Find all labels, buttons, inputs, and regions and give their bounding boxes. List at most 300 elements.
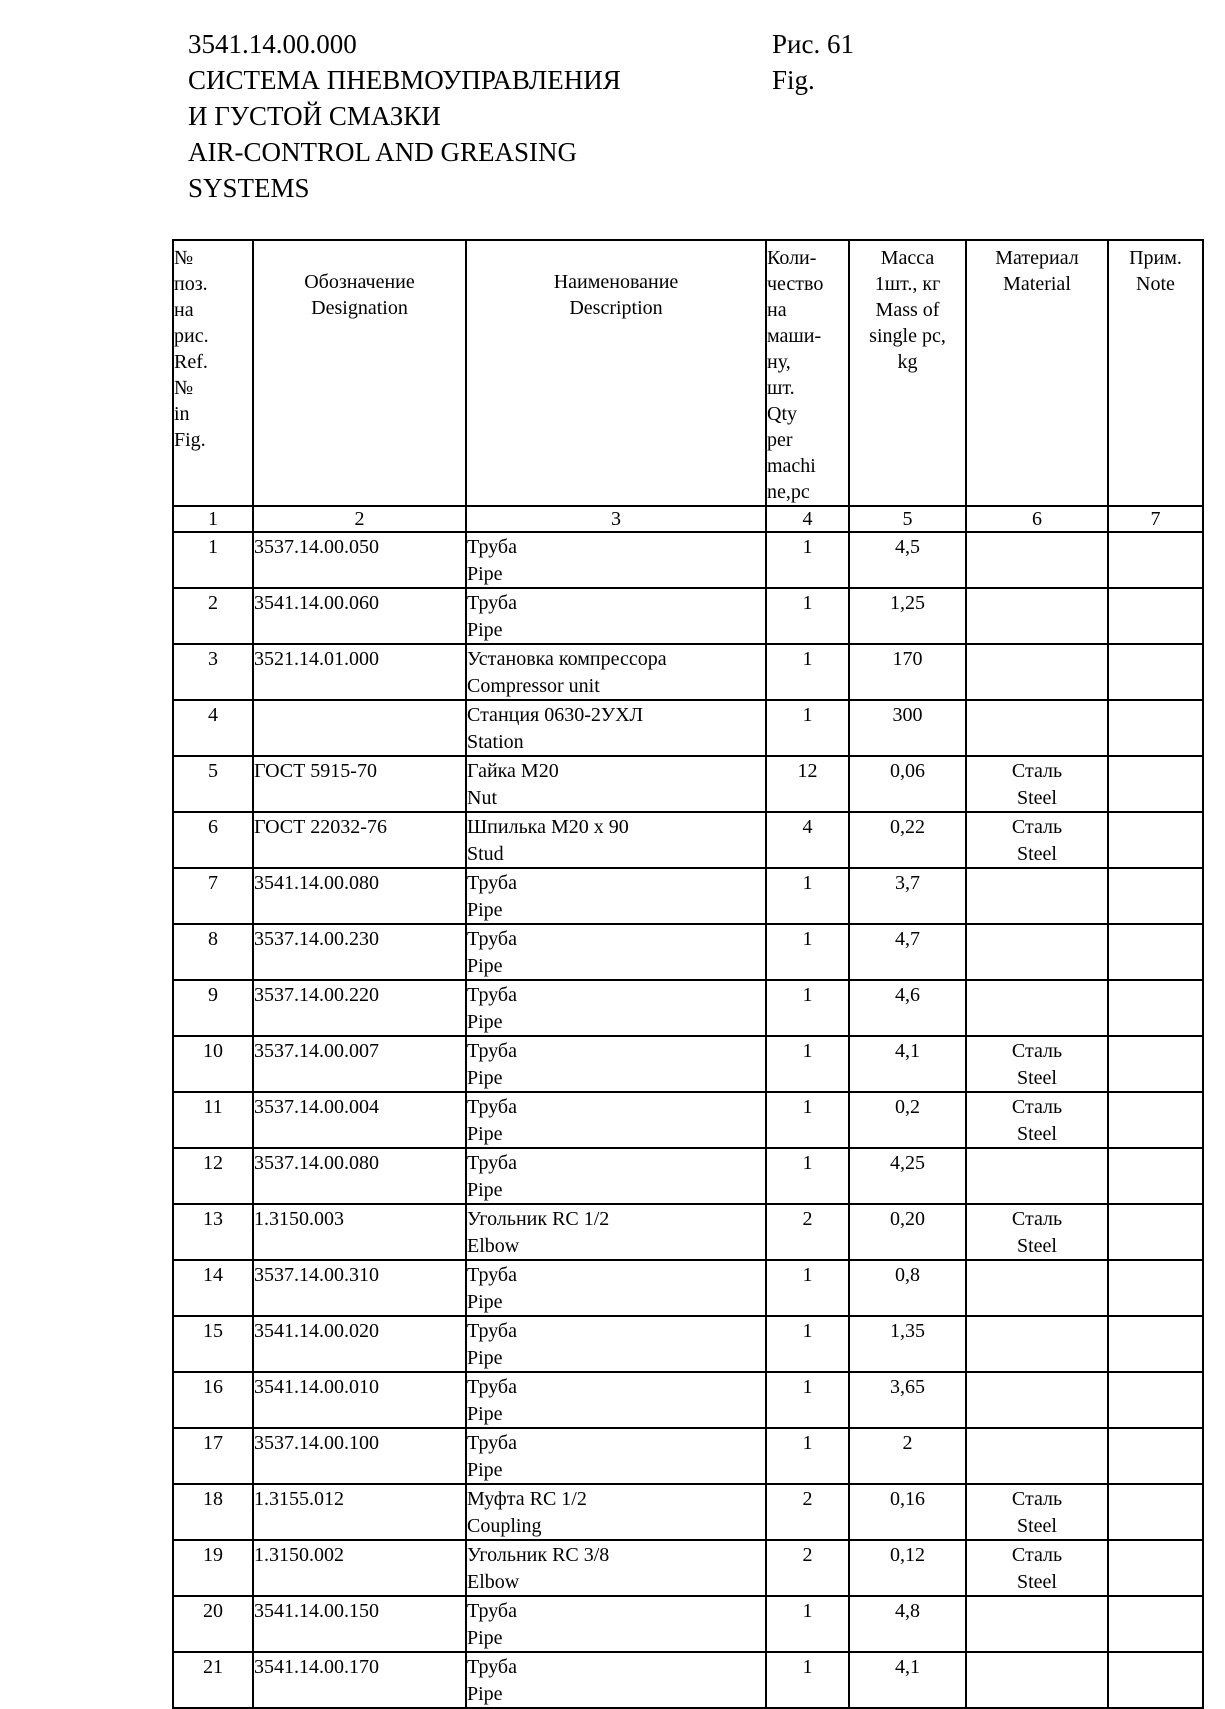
mass-cell-text: 2 — [902, 1432, 913, 1454]
column-header-1 — [173, 240, 253, 506]
designation-cell-text: 3537.14.00.080 — [254, 1152, 379, 1174]
mass-cell-text: 3,65 — [890, 1376, 925, 1398]
description-cell — [466, 1652, 766, 1708]
material-cell-text: Steel — [1017, 787, 1057, 809]
material-cell — [966, 924, 1108, 980]
qty-cell — [766, 756, 849, 812]
description-cell-text: Elbow — [467, 1235, 520, 1257]
ref-cell — [173, 588, 253, 644]
designation-cell-text: 3541.14.00.020 — [254, 1320, 379, 1342]
material-cell-text: Сталь — [1011, 1096, 1063, 1118]
ref-cell-text: 13 — [203, 1208, 223, 1230]
designation-cell-text: 3537.14.00.230 — [254, 928, 379, 950]
table-header-row — [173, 240, 1203, 506]
description-cell-text: Угольник RC 1/2 — [467, 1208, 610, 1230]
ref-cell-text: 4 — [208, 704, 218, 726]
column-header-text: Материал Material — [995, 247, 1079, 295]
qty-cell — [766, 924, 849, 980]
table-row — [173, 1596, 1203, 1652]
table-row — [173, 756, 1203, 812]
ref-cell-text: 8 — [208, 928, 218, 950]
qty-cell-text: 1 — [802, 928, 813, 950]
material-cell — [966, 1540, 1108, 1596]
mass-cell-text: 1,25 — [890, 592, 925, 614]
mass-cell — [849, 532, 966, 588]
ref-cell — [173, 700, 253, 756]
description-cell — [466, 1204, 766, 1260]
description-cell-text: Труба — [467, 1600, 517, 1622]
mass-cell-text: 4,7 — [895, 928, 920, 950]
mass-cell-text: 0,12 — [890, 1544, 925, 1566]
note-cell — [1108, 1036, 1203, 1092]
description-cell-text: Station — [467, 731, 524, 753]
material-cell-text: Сталь — [1011, 1488, 1063, 1510]
ref-cell — [173, 1316, 253, 1372]
note-cell — [1108, 924, 1203, 980]
description-cell — [466, 1372, 766, 1428]
note-cell-text — [1109, 1597, 1202, 1599]
qty-cell — [766, 1372, 849, 1428]
column-header-text: Наименование Description — [553, 271, 679, 319]
material-cell-text — [967, 927, 1107, 929]
material-cell — [966, 1428, 1108, 1484]
note-cell-text — [1109, 1037, 1202, 1039]
material-cell — [966, 644, 1108, 700]
note-cell — [1108, 1652, 1203, 1708]
ref-cell — [173, 1540, 253, 1596]
table-row — [173, 644, 1203, 700]
material-cell-text: Steel — [1017, 1067, 1057, 1089]
designation-cell — [253, 1372, 466, 1428]
mass-cell-text: 4,1 — [895, 1040, 920, 1062]
ref-cell — [173, 1428, 253, 1484]
note-cell-text — [1109, 869, 1202, 871]
material-cell-text — [967, 1263, 1107, 1265]
description-cell-text: Pipe — [467, 1403, 503, 1425]
table-row — [173, 588, 1203, 644]
table-row — [173, 1484, 1203, 1540]
description-cell-text: Труба — [467, 1152, 517, 1174]
designation-cell — [253, 1204, 466, 1260]
description-cell-text: Станция 0630-2УХЛ — [467, 704, 644, 726]
qty-cell-text: 1 — [802, 592, 813, 614]
designation-cell — [253, 868, 466, 924]
note-cell-text — [1109, 925, 1202, 927]
qty-cell-text: 1 — [802, 872, 813, 894]
material-cell — [966, 700, 1108, 756]
qty-cell-text: 1 — [802, 1600, 813, 1622]
qty-cell-text: 12 — [797, 760, 818, 782]
ref-cell-text: 20 — [203, 1600, 223, 1622]
qty-cell — [766, 700, 849, 756]
material-cell-text — [967, 591, 1107, 593]
table-row — [173, 532, 1203, 588]
material-cell — [966, 756, 1108, 812]
ref-cell — [173, 532, 253, 588]
ref-cell — [173, 1204, 253, 1260]
column-header-6 — [966, 240, 1108, 506]
column-number-cell: 4 — [766, 506, 849, 532]
material-cell — [966, 1148, 1108, 1204]
designation-cell-text: 3541.14.00.060 — [254, 592, 379, 614]
note-cell — [1108, 756, 1203, 812]
ref-cell — [173, 924, 253, 980]
ref-cell-text: 16 — [203, 1376, 223, 1398]
note-cell-text — [1109, 589, 1202, 591]
mass-cell — [849, 700, 966, 756]
mass-cell-text: 4,8 — [895, 1600, 920, 1622]
qty-cell-text: 1 — [802, 1656, 813, 1678]
column-header-text: Масса 1шт., кг Mass of single pc, kg — [869, 247, 946, 373]
material-cell — [966, 1260, 1108, 1316]
material-cell-text — [967, 1655, 1107, 1657]
mass-cell-text: 170 — [892, 648, 923, 670]
description-cell — [466, 1092, 766, 1148]
qty-cell-text: 1 — [802, 1320, 813, 1342]
note-cell — [1108, 644, 1203, 700]
note-cell — [1108, 812, 1203, 868]
description-cell — [466, 756, 766, 812]
table-row — [173, 980, 1203, 1036]
figure-label-en: Fig. — [772, 65, 815, 95]
material-cell-text — [967, 1375, 1107, 1377]
designation-cell-text: ГОСТ 22032-76 — [254, 816, 387, 838]
description-cell-text: Elbow — [467, 1571, 520, 1593]
designation-cell-text: 1.3155.012 — [254, 1488, 344, 1510]
qty-cell-text: 1 — [802, 648, 813, 670]
material-cell — [966, 868, 1108, 924]
qty-cell-text: 1 — [802, 984, 813, 1006]
qty-cell-text: 1 — [802, 1096, 813, 1118]
description-cell — [466, 924, 766, 980]
table-row — [173, 700, 1203, 756]
note-cell-text — [1109, 701, 1202, 703]
material-cell — [966, 1316, 1108, 1372]
table-row — [173, 1092, 1203, 1148]
qty-cell — [766, 588, 849, 644]
description-cell — [466, 1148, 766, 1204]
table-row — [173, 924, 1203, 980]
document-header — [188, 26, 621, 206]
qty-cell-text: 1 — [802, 536, 813, 558]
note-cell-text — [1109, 1149, 1202, 1151]
designation-cell — [253, 756, 466, 812]
material-cell-text — [967, 983, 1107, 985]
description-cell-text: Труба — [467, 536, 517, 558]
note-cell-text — [1109, 1653, 1202, 1655]
mass-cell — [849, 1316, 966, 1372]
ref-cell-text: 2 — [208, 592, 218, 614]
qty-cell-text: 1 — [802, 1432, 813, 1454]
material-cell-text: Сталь — [1011, 760, 1063, 782]
note-cell-text — [1109, 1317, 1202, 1319]
designation-cell — [253, 1092, 466, 1148]
description-cell-text: Pipe — [467, 563, 503, 585]
note-cell-text — [1109, 1093, 1202, 1095]
note-cell — [1108, 868, 1203, 924]
material-cell-text: Сталь — [1011, 1208, 1063, 1230]
ref-cell-text: 10 — [203, 1040, 223, 1062]
designation-cell-text: 3537.14.00.007 — [254, 1040, 379, 1062]
description-cell — [466, 1260, 766, 1316]
description-cell-text: Труба — [467, 592, 517, 614]
qty-cell — [766, 644, 849, 700]
designation-cell — [253, 1148, 466, 1204]
mass-cell — [849, 1260, 966, 1316]
description-cell-text: Угольник RC 3/8 — [467, 1544, 610, 1566]
designation-cell — [253, 1260, 466, 1316]
designation-cell-text: 1.3150.003 — [254, 1208, 344, 1230]
table-row — [173, 1428, 1203, 1484]
material-cell-text: Сталь — [1011, 1544, 1063, 1566]
note-cell-text — [1109, 1485, 1202, 1487]
qty-cell — [766, 1652, 849, 1708]
mass-cell-text: 4,6 — [895, 984, 920, 1006]
mass-cell — [849, 756, 966, 812]
qty-cell — [766, 532, 849, 588]
mass-cell-text: 4,25 — [890, 1152, 925, 1174]
mass-cell — [849, 980, 966, 1036]
material-cell — [966, 1596, 1108, 1652]
description-cell-text: Pipe — [467, 1627, 503, 1649]
mass-cell — [849, 1540, 966, 1596]
note-cell — [1108, 1596, 1203, 1652]
description-cell-text: Гайка М20 — [467, 760, 559, 782]
mass-cell-text: 0,8 — [895, 1264, 920, 1286]
mass-cell — [849, 1652, 966, 1708]
title-ru-line-2: И ГУСТОЙ СМАЗКИ — [188, 101, 441, 131]
description-cell-text: Шпилька М20 х 90 — [467, 816, 629, 838]
designation-cell-text: 3537.14.00.050 — [254, 536, 379, 558]
note-cell — [1108, 1316, 1203, 1372]
material-cell — [966, 1484, 1108, 1540]
designation-cell — [253, 1316, 466, 1372]
designation-cell — [253, 700, 466, 756]
table-row — [173, 1540, 1203, 1596]
qty-cell — [766, 868, 849, 924]
note-cell-text — [1109, 1261, 1202, 1263]
parts-table — [172, 239, 1204, 1709]
ref-cell — [173, 1484, 253, 1540]
ref-cell-text: 19 — [203, 1544, 223, 1566]
note-cell — [1108, 1092, 1203, 1148]
designation-cell-text: 3541.14.00.080 — [254, 872, 379, 894]
description-cell-text: Труба — [467, 928, 517, 950]
material-cell — [966, 532, 1108, 588]
designation-cell — [253, 1652, 466, 1708]
designation-cell — [253, 812, 466, 868]
description-cell-text: Муфта RC 1/2 — [467, 1488, 587, 1510]
note-cell-text — [1109, 1541, 1202, 1543]
material-cell — [966, 1372, 1108, 1428]
qty-cell — [766, 980, 849, 1036]
qty-cell — [766, 1540, 849, 1596]
document-code: 3541.14.00.000 — [188, 29, 357, 59]
qty-cell — [766, 1428, 849, 1484]
description-cell-text: Pipe — [467, 1123, 503, 1145]
designation-cell — [253, 588, 466, 644]
designation-cell — [253, 924, 466, 980]
table-row — [173, 1260, 1203, 1316]
mass-cell-text: 0,22 — [890, 816, 925, 838]
designation-cell-text — [254, 701, 465, 703]
material-cell-text — [967, 1151, 1107, 1153]
designation-cell-text: 3537.14.00.004 — [254, 1096, 379, 1118]
ref-cell-text: 21 — [203, 1656, 223, 1678]
material-cell — [966, 1092, 1108, 1148]
ref-cell — [173, 756, 253, 812]
material-cell-text — [967, 647, 1107, 649]
description-cell-text: Pipe — [467, 619, 503, 641]
ref-cell-text: 15 — [203, 1320, 223, 1342]
description-cell — [466, 532, 766, 588]
description-cell-text: Труба — [467, 984, 517, 1006]
qty-cell-text: 1 — [802, 704, 813, 726]
column-number-cell: 3 — [466, 506, 766, 532]
description-cell — [466, 1036, 766, 1092]
mass-cell — [849, 1092, 966, 1148]
column-header-text: Коли- чество на маши- ну, шт. Qty per machi ne,pc — [767, 247, 824, 503]
material-cell — [966, 812, 1108, 868]
mass-cell-text: 4,5 — [895, 536, 920, 558]
material-cell-text — [967, 703, 1107, 705]
mass-cell-text: 0,16 — [890, 1488, 925, 1510]
qty-cell-text: 4 — [802, 816, 813, 838]
ref-cell-text: 12 — [203, 1152, 223, 1174]
column-header-2 — [253, 240, 466, 506]
ref-cell-text: 17 — [203, 1432, 223, 1454]
note-cell — [1108, 980, 1203, 1036]
note-cell — [1108, 1484, 1203, 1540]
column-header-text: № поз. на рис. Ref. № in Fig. — [174, 247, 209, 451]
designation-cell — [253, 980, 466, 1036]
ref-cell — [173, 1036, 253, 1092]
designation-cell — [253, 1540, 466, 1596]
mass-cell-text: 3,7 — [895, 872, 920, 894]
column-header-text: Прим. Note — [1129, 247, 1182, 295]
description-cell-text: Труба — [467, 1656, 517, 1678]
qty-cell — [766, 1036, 849, 1092]
ref-cell — [173, 1596, 253, 1652]
material-cell — [966, 588, 1108, 644]
mass-cell — [849, 924, 966, 980]
title-ru-line-1: СИСТЕМА ПНЕВМОУПРАВЛЕНИЯ — [188, 65, 621, 95]
title-en-line-2: SYSTEMS — [188, 173, 310, 203]
ref-cell-text: 11 — [203, 1096, 223, 1118]
qty-cell-text: 1 — [802, 1152, 813, 1174]
designation-cell-text: 3541.14.00.010 — [254, 1376, 379, 1398]
description-cell-text: Pipe — [467, 1291, 503, 1313]
qty-cell-text: 2 — [802, 1488, 813, 1510]
description-cell-text: Труба — [467, 872, 517, 894]
qty-cell-text: 2 — [802, 1544, 813, 1566]
designation-cell — [253, 1036, 466, 1092]
description-cell-text: Pipe — [467, 1347, 503, 1369]
mass-cell-text: 1,35 — [890, 1320, 925, 1342]
table-body — [173, 532, 1203, 1708]
description-cell — [466, 1428, 766, 1484]
description-cell — [466, 1596, 766, 1652]
description-cell — [466, 700, 766, 756]
description-cell — [466, 644, 766, 700]
note-cell-text — [1109, 1429, 1202, 1431]
qty-cell — [766, 1316, 849, 1372]
description-cell-text: Pipe — [467, 1067, 503, 1089]
description-cell — [466, 1316, 766, 1372]
column-number-cell: 1 — [173, 506, 253, 532]
mass-cell — [849, 1428, 966, 1484]
designation-cell-text: 3521.14.01.000 — [254, 648, 379, 670]
description-cell-text: Pipe — [467, 899, 503, 921]
ref-cell-text: 9 — [208, 984, 218, 1006]
designation-cell — [253, 1484, 466, 1540]
mass-cell-text: 0,20 — [890, 1208, 925, 1230]
mass-cell — [849, 1372, 966, 1428]
ref-cell — [173, 1260, 253, 1316]
designation-cell-text: 3541.14.00.150 — [254, 1600, 379, 1622]
designation-cell — [253, 1596, 466, 1652]
mass-cell-text: 0,06 — [890, 760, 925, 782]
description-cell-text: Coupling — [467, 1515, 542, 1537]
qty-cell — [766, 1484, 849, 1540]
description-cell-text: Труба — [467, 1376, 517, 1398]
ref-cell — [173, 980, 253, 1036]
material-cell — [966, 980, 1108, 1036]
title-en-line-1: AIR-CONTROL AND GREASING — [188, 137, 577, 167]
column-number-row — [173, 506, 1203, 532]
material-cell — [966, 1036, 1108, 1092]
note-cell-text — [1109, 813, 1202, 815]
mass-cell — [849, 1484, 966, 1540]
table-row — [173, 1036, 1203, 1092]
description-cell-text: Pipe — [467, 1011, 503, 1033]
qty-cell-text: 1 — [802, 1376, 813, 1398]
ref-cell-text: 14 — [203, 1264, 223, 1286]
description-cell — [466, 588, 766, 644]
column-header-3 — [466, 240, 766, 506]
qty-cell — [766, 1204, 849, 1260]
figure-label-ru: Рис. 61 — [772, 29, 854, 59]
note-cell — [1108, 588, 1203, 644]
note-cell — [1108, 1372, 1203, 1428]
designation-cell-text: 1.3150.002 — [254, 1544, 344, 1566]
column-header-4 — [766, 240, 849, 506]
description-cell-text: Pipe — [467, 955, 503, 977]
table-row — [173, 1204, 1203, 1260]
designation-cell — [253, 1428, 466, 1484]
material-cell — [966, 1204, 1108, 1260]
ref-cell — [173, 868, 253, 924]
mass-cell — [849, 1148, 966, 1204]
designation-cell-text: ГОСТ 5915-70 — [254, 760, 377, 782]
column-header-7 — [1108, 240, 1203, 506]
ref-cell-text: 6 — [208, 816, 218, 838]
qty-cell — [766, 1148, 849, 1204]
description-cell-text: Труба — [467, 1096, 517, 1118]
description-cell-text: Pipe — [467, 1683, 503, 1705]
material-cell-text — [967, 1319, 1107, 1321]
mass-cell — [849, 588, 966, 644]
qty-cell — [766, 1260, 849, 1316]
material-cell-text — [967, 535, 1107, 537]
column-header-text: Обозначение Designation — [304, 271, 415, 319]
note-cell — [1108, 1148, 1203, 1204]
ref-cell — [173, 644, 253, 700]
description-cell-text: Pipe — [467, 1459, 503, 1481]
ref-cell-text: 18 — [203, 1488, 223, 1510]
description-cell-text: Pipe — [467, 1179, 503, 1201]
note-cell — [1108, 700, 1203, 756]
